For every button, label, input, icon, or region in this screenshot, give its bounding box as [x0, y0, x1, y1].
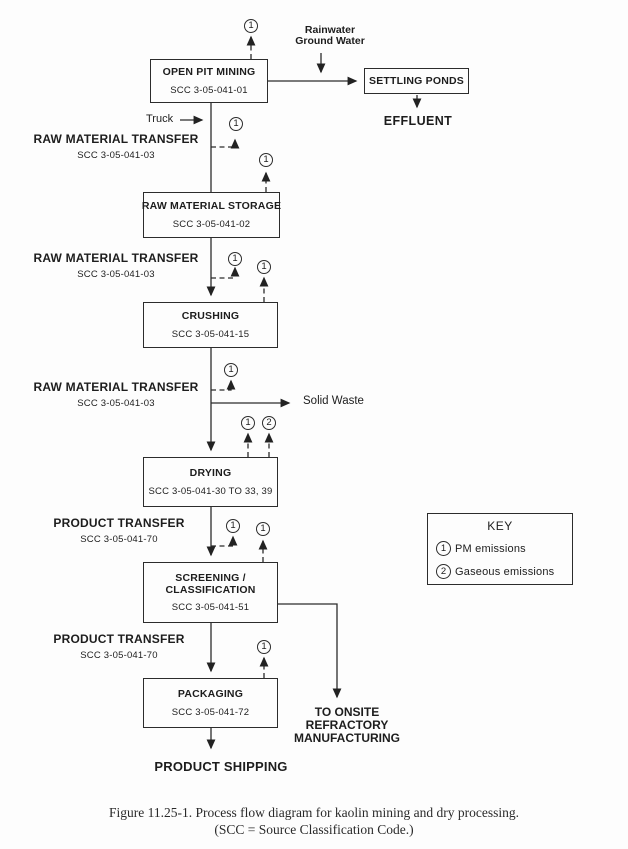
to-onsite-line2: REFRACTORY: [305, 718, 389, 732]
node-raw-material-storage: [143, 192, 280, 238]
pm-emission-marker: 1: [436, 541, 451, 556]
key-item-label: Gaseous emissions: [455, 565, 555, 578]
label-truck: Truck: [146, 113, 174, 125]
key-box: [427, 513, 573, 585]
node-title: OPEN PIT MINING: [162, 66, 256, 78]
node-title: SETTLING PONDS: [369, 75, 464, 87]
transfer-name: RAW MATERIAL TRANSFER: [33, 132, 199, 146]
caption-line2: (SCC = Source Classification Code.): [214, 822, 414, 837]
pm-emission-marker: 1: [257, 260, 271, 274]
transfer-scc: SCC 3-05-041-03: [77, 398, 155, 409]
node-title: PACKAGING: [177, 688, 244, 700]
figure-caption: [0, 804, 628, 838]
transfer-name: PRODUCT TRANSFER: [53, 516, 185, 530]
key-item-label: PM emissions: [455, 542, 526, 555]
transfer-name: RAW MATERIAL TRANSFER: [33, 251, 199, 265]
node-drying: [143, 457, 278, 507]
pm-emission-marker: 1: [257, 640, 271, 654]
label-rainwater: Rainwater: [304, 24, 356, 36]
node-open-pit-mining: [150, 59, 268, 103]
pm-emission-marker: 1: [224, 363, 238, 377]
node-crushing: [143, 302, 278, 348]
transfer-scc: SCC 3-05-041-70: [80, 650, 158, 661]
label-effluent: EFFLUENT: [383, 114, 453, 128]
pm-emission-marker: 1: [241, 416, 255, 430]
key-item-pm: [436, 541, 572, 556]
node-screening-classification: [143, 562, 278, 623]
label-raw-material-transfer-1: [26, 132, 206, 161]
node-title: DRYING: [189, 467, 232, 479]
label-to-onsite-refractory: [282, 706, 412, 745]
pm-emission-marker: 1: [228, 252, 242, 266]
gaseous-emission-marker: 2: [436, 564, 451, 579]
node-title-line2: CLASSIFICATION: [165, 584, 256, 596]
label-ground-water: Ground Water: [295, 35, 365, 47]
node-scc: SCC 3-05-041-01: [170, 85, 248, 96]
label-raw-material-transfer-3: [26, 380, 206, 409]
label-raw-material-transfer-2: [26, 251, 206, 280]
transfer-name: RAW MATERIAL TRANSFER: [33, 380, 199, 394]
to-onsite-line1: TO ONSITE: [314, 705, 380, 719]
label-rainwater-groundwater: [270, 25, 390, 47]
pm-emission-marker: 1: [244, 19, 258, 33]
node-scc: SCC 3-05-041-15: [171, 329, 250, 340]
label-solid-waste: Solid Waste: [303, 395, 364, 407]
transfer-name: PRODUCT TRANSFER: [53, 632, 185, 646]
node-packaging: [143, 678, 278, 728]
gaseous-emission-marker: 2: [262, 416, 276, 430]
transfer-scc: SCC 3-05-041-70: [80, 534, 158, 545]
key-title: KEY: [487, 519, 513, 533]
key-item-gaseous: [436, 564, 572, 579]
label-product-transfer-2: [29, 632, 209, 661]
transfer-scc: SCC 3-05-041-03: [77, 269, 155, 280]
node-title: CRUSHING: [181, 310, 240, 322]
label-product-transfer-1: [29, 516, 209, 545]
node-settling-ponds: [364, 68, 469, 94]
node-scc: SCC 3-05-041-51: [171, 602, 250, 613]
node-title-line1: SCREENING /: [175, 572, 246, 584]
pm-emission-marker: 1: [259, 153, 273, 167]
node-title: RAW MATERIAL STORAGE: [141, 200, 282, 212]
pm-emission-marker: 1: [256, 522, 270, 536]
node-scc: SCC 3-05-041-30 TO 33, 39: [148, 486, 273, 497]
caption-line1: Figure 11.25-1. Process flow diagram for kaolin mining and dry processing.: [108, 805, 520, 820]
pm-emission-marker: 1: [226, 519, 240, 533]
node-scc: SCC 3-05-041-72: [171, 707, 250, 718]
pm-emission-marker: 1: [229, 117, 243, 131]
to-onsite-line3: MANUFACTURING: [294, 731, 400, 745]
node-scc: SCC 3-05-041-02: [172, 219, 251, 230]
transfer-scc: SCC 3-05-041-03: [77, 150, 155, 161]
label-product-shipping: PRODUCT SHIPPING: [154, 759, 288, 774]
